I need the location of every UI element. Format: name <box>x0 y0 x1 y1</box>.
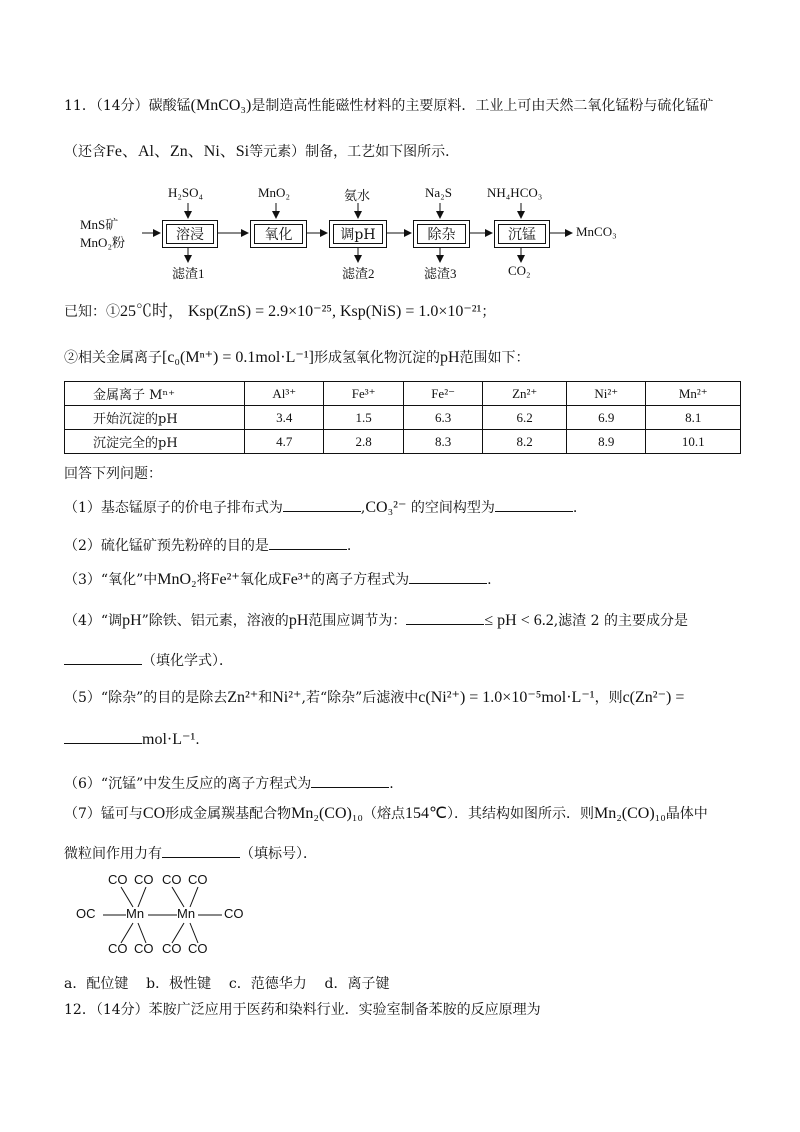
mol-mn-1: Mn <box>126 906 145 921</box>
concentration-formula: [c₀(Mⁿ⁺) = 0.1mol·L⁻¹] <box>162 349 314 366</box>
question-7-cont <box>64 843 317 864</box>
step-oxidation-label: 氧化 <box>254 224 303 244</box>
q3-mno2: MnO₂ <box>157 571 197 588</box>
mnco3-formula: (MnCO₃) <box>190 97 252 114</box>
q3-blank[interactable] <box>409 569 487 584</box>
table-cell: 8.1 <box>646 406 741 430</box>
step-impurity-label: 除杂 <box>417 224 466 244</box>
q4-range: ≤ pH < 6.2 <box>484 612 554 629</box>
known-2-end: 范围如下： <box>459 350 530 366</box>
q7-text4: 晶体中 <box>665 806 708 822</box>
known-2 <box>64 348 530 368</box>
q5-ni-conc: c(Ni²⁺) = 1.0×10⁻⁵mol·L⁻¹ <box>418 689 595 706</box>
q1-formula: CO₃²⁻ <box>365 499 407 516</box>
q5-prefix: （5）“除杂”的目的是除去 <box>64 690 228 706</box>
table-row <box>65 430 741 454</box>
step-impurity-box <box>413 220 470 248</box>
question-5-cont: mol·L⁻¹. <box>64 729 200 750</box>
q7-blank[interactable] <box>162 843 240 858</box>
q3-fe3: Fe³⁺ <box>281 571 312 588</box>
mol-co-right: CO <box>224 906 244 921</box>
q4-hint: （填化学式）． <box>142 653 233 669</box>
q3-text2: 氧化成 <box>239 572 282 588</box>
q1-text: （1）基态锰原子的价电子排布式为 <box>64 500 283 516</box>
q5-blank[interactable] <box>64 729 142 744</box>
table-cell: 10.1 <box>646 430 741 454</box>
known-1 <box>64 302 495 322</box>
q3-fe2: Fe²⁺ <box>210 571 240 588</box>
q4-text2: 范围应调节为： <box>308 613 407 629</box>
reagent-ammonia: 氨水 <box>344 188 371 203</box>
q4-blank1[interactable] <box>406 610 484 625</box>
mol-co-bottom-4: CO <box>188 941 208 956</box>
product-mnco3: MnCO₃ <box>576 224 617 239</box>
table-cell: 6.2 <box>483 406 567 430</box>
elements-list: Fe、Al、Zn、Ni、Si <box>106 143 250 160</box>
question-7 <box>64 804 708 824</box>
q4-prefix: （4）“调 <box>64 613 123 629</box>
step-precipitate-label: 沉锰 <box>498 224 546 244</box>
question-1: （1）基态锰原子的价电子排布式为 ,CO₃²⁻ 的空间构型为 . <box>64 499 578 516</box>
table-header-cell: 金属离子 Mⁿ⁺ <box>65 382 245 406</box>
mol-co-top-3: CO <box>162 872 182 887</box>
q11-text: 是制造高性能磁性材料的主要原料．工业上可由天然二氧化锰粉与硫化锰矿 <box>251 98 714 114</box>
step-adjust-ph-box <box>329 220 387 248</box>
q5-unit: mol·L⁻¹ <box>142 731 196 748</box>
table-row <box>65 406 741 430</box>
reagent-na2s: Na₂S <box>425 185 452 200</box>
q5-text1: ,若“除杂”后滤液中 <box>301 690 419 706</box>
q7-mp: 154℃ <box>405 805 447 822</box>
q2-blank[interactable] <box>269 535 347 550</box>
q11-line2-prefix: （还含 <box>64 144 106 160</box>
step-precipitate-box <box>494 220 550 248</box>
reagent-mno2: MnO₂ <box>258 185 290 200</box>
mol-oc-left: OC <box>76 906 96 921</box>
q5-and: 和 <box>258 690 273 706</box>
q7-hint: （填标号）． <box>240 846 317 862</box>
q5-then: ，则 <box>594 690 623 706</box>
output-residue2: 滤渣2 <box>342 266 375 281</box>
table-cell: 6.9 <box>567 406 646 430</box>
output-residue1: 滤渣1 <box>172 266 205 281</box>
table-header-cell: Fe³⁺ <box>324 382 403 406</box>
answer-intro: 回答下列问题： <box>64 466 162 482</box>
flow-input-mns: MnS矿 <box>80 217 119 232</box>
q6-blank[interactable] <box>311 773 389 788</box>
mol-co-bottom-3: CO <box>162 941 182 956</box>
mol-co-top-4: CO <box>188 872 208 887</box>
q7-options: a．配位键 b．极性键 c．范德华力 d．离子键 <box>64 976 390 992</box>
q4-text1: ”除铁、铝元素，溶液的 <box>141 613 289 629</box>
table-header-cell: Al³⁺ <box>245 382 324 406</box>
mol-mn-2: Mn <box>177 906 196 921</box>
q3-prefix: （3）“氧化”中 <box>64 572 158 588</box>
reagent-nh4hco3: NH₄HCO₃ <box>487 185 543 200</box>
q5-zn: Zn²⁺ <box>227 689 259 706</box>
q2-text: （2）硫化锰矿预先粉碎的目的是 <box>64 538 269 554</box>
q1-blank1[interactable] <box>283 497 361 512</box>
q4-ph2: pH <box>288 612 309 629</box>
q1-text2: 的空间构型为 <box>410 500 495 516</box>
q7-text2: （熔点 <box>363 806 405 822</box>
table-cell: 3.4 <box>245 406 324 430</box>
mol-co-top-1: CO <box>108 872 128 887</box>
question-12: 12．（14分）苯胺广泛应用于医药和染料行业．实验室制备苯胺的反应原理为 <box>64 1002 541 1018</box>
flow-input-mno2: MnO₂粉 <box>80 235 125 250</box>
q6-text: （6）“沉锰”中发生反应的离子方程式为 <box>64 776 312 792</box>
question-4-cont <box>64 650 233 671</box>
mn2co10-structure <box>103 887 222 943</box>
table-cell: 开始沉淀的pH <box>65 406 245 430</box>
step-leaching-box <box>162 220 218 248</box>
q5-zn-conc: c(Zn²⁻) = <box>622 689 685 706</box>
q7-text3: ）．其结构如图所示．则 <box>446 806 594 822</box>
output-co2: CO₂ <box>508 263 531 278</box>
q7-formula1: Mn₂(CO)₁₀ <box>291 805 363 822</box>
table-cell: 8.9 <box>567 430 646 454</box>
step-leaching-label: 溶浸 <box>166 224 214 244</box>
q7-text5: 微粒间作用力有 <box>64 846 162 862</box>
q4-text3: ,滤渣 2 的主要成分是 <box>553 613 688 629</box>
question-4 <box>64 610 688 631</box>
table-cell: 2.8 <box>324 430 403 454</box>
known-1-prefix: 已知：① <box>64 304 120 320</box>
table-cell: 1.5 <box>324 406 403 430</box>
question-6: （6）“沉锰”中发生反应的离子方程式为 . <box>64 773 394 794</box>
known-2-prefix: ②相关金属离子 <box>64 350 162 366</box>
table-header-cell: Ni²⁺ <box>567 382 646 406</box>
table-header-cell: Fe²⁻ <box>403 382 482 406</box>
table-cell: 8.3 <box>403 430 482 454</box>
output-residue3: 滤渣3 <box>424 266 457 281</box>
table-header-cell: Mn²⁺ <box>646 382 741 406</box>
question-3: （3）“氧化”中MnO₂将Fe²⁺氧化成Fe³⁺的离子方程式为 . <box>64 571 492 588</box>
q4-ph1: pH <box>122 612 142 629</box>
step-oxidation-box <box>250 220 307 248</box>
step-adjust-ph-label: 调pH <box>333 224 383 244</box>
q7-co: CO <box>142 805 166 822</box>
q11-line2-suffix: 等元素）制备，工艺如下图所示． <box>249 144 460 160</box>
q7-prefix: （7）锰可与 <box>64 806 143 822</box>
table-cell: 4.7 <box>245 430 324 454</box>
q5-ni: Ni²⁺ <box>272 689 302 706</box>
question-2: （2）硫化锰矿预先粉碎的目的是 . <box>64 535 351 556</box>
mol-co-bottom-2: CO <box>134 941 154 956</box>
mol-co-top-2: CO <box>134 872 154 887</box>
table-cell: 8.2 <box>483 430 567 454</box>
known-2-suffix: 形成氢氧化物沉淀的 <box>313 350 440 366</box>
q7-text1: 形成金属羰基配合物 <box>165 806 292 822</box>
q3-text3: 的离子方程式为 <box>311 572 410 588</box>
known-2-ph: pH <box>439 349 460 366</box>
known-1-end: ； <box>481 304 496 320</box>
table-header-row <box>65 382 741 406</box>
table-header-cell: Zn²⁺ <box>483 382 567 406</box>
table-cell: 6.3 <box>403 406 482 430</box>
precipitation-ph-table <box>64 381 741 454</box>
reagent-h2so4: H₂SO₄ <box>168 185 204 200</box>
q11-number-text: 11．（14分）碳酸锰 <box>64 98 191 114</box>
q1-blank2[interactable] <box>495 497 573 512</box>
mol-co-bottom-1: CO <box>108 941 128 956</box>
ksp-values: 25℃时， Ksp(ZnS) = 2.9×10⁻²⁵, Ksp(NiS) = 1.0×10⁻²¹ <box>120 303 482 320</box>
q7-formula2: Mn₂(CO)₁₀ <box>593 805 666 822</box>
q3-text1: 将 <box>196 572 211 588</box>
table-cell: 沉淀完全的pH <box>65 430 245 454</box>
q4-blank2[interactable] <box>64 650 142 665</box>
question-5 <box>64 688 684 708</box>
